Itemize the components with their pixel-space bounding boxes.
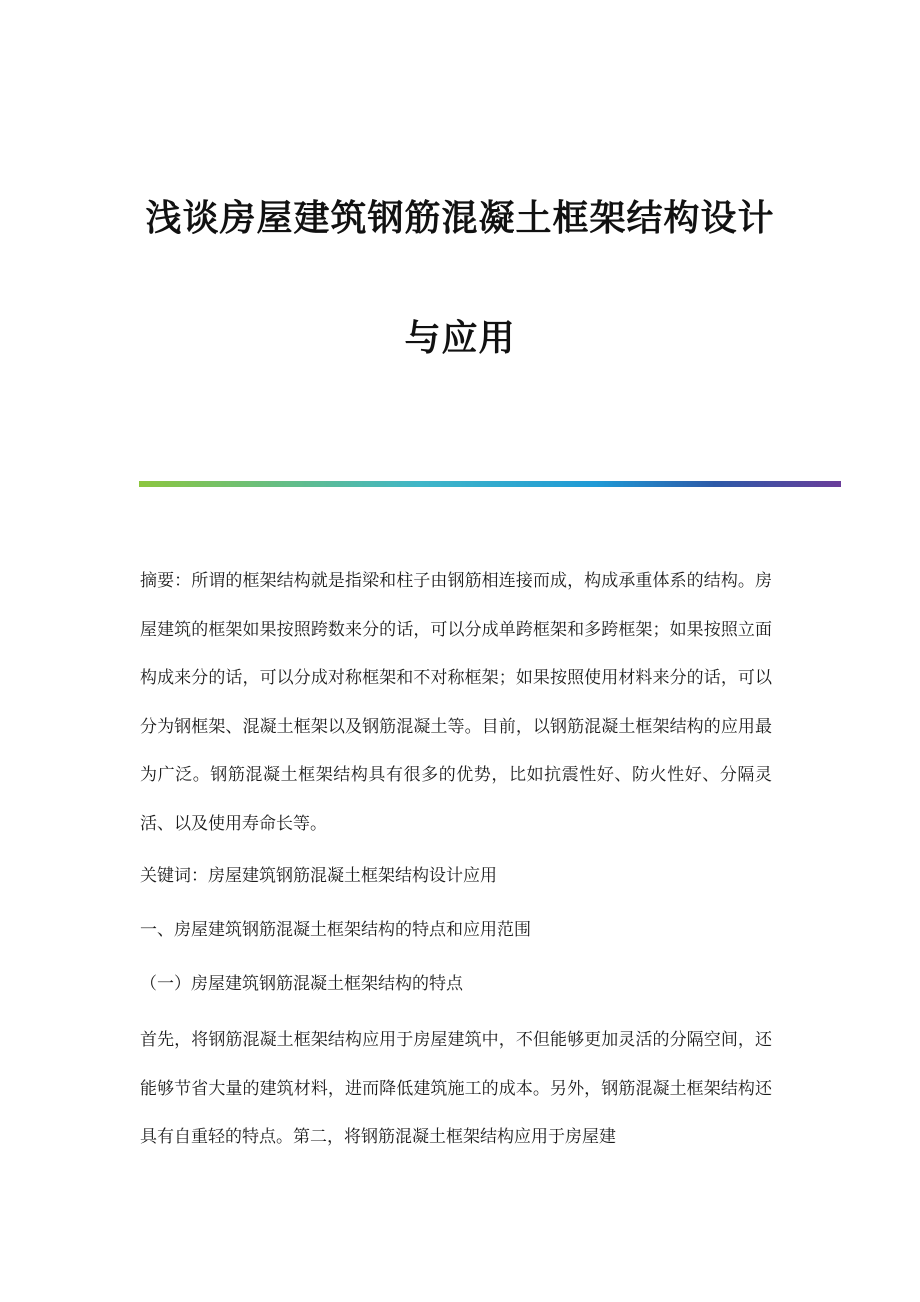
keywords-line: 关键词：房屋建筑钢筋混凝土框架结构设计应用 (140, 866, 497, 886)
abstract-paragraph: 摘要：所谓的框架结构就是指梁和柱子由钢筋相连接而成，构成承重体系的结构。房屋建筑的框架如果按照跨数来分的话，可以分成单跨框架和多跨框架；如果按照立面构成来分的话，可以分成对称框架和不对称框架；如果按照使用材料来分的话，可以分为钢框架、混凝土框架以及钢筋混凝土等。目前，以钢筋混凝土框架结构的应用最为广泛。钢筋混凝土框架结构具有很多的优势，比如抗震性好、防火性好、分隔灵活、以及使用寿命长等。 (140, 571, 772, 834)
section-heading-1: 一、房屋建筑钢筋混凝土框架结构的特点和应用范围 (140, 920, 531, 940)
document-title-line-1: 浅谈房屋建筑钢筋混凝土框架结构设计 (145, 198, 775, 239)
body-paragraph-1: 首先，将钢筋混凝土框架结构应用于房屋建筑中，不但能够更加灵活的分隔空间，还能够节省大量的建筑材料，进而降低建筑施工的成本。另外，钢筋混凝土框架结构还具有自重轻的特点。第二，将钢筋混凝土框架结构应用于房屋建 (140, 1030, 772, 1147)
document-title-line-2: 与应用 (404, 318, 516, 359)
gradient-divider (139, 481, 841, 487)
subsection-heading-1: （一）房屋建筑钢筋混凝土框架结构的特点 (140, 974, 463, 994)
